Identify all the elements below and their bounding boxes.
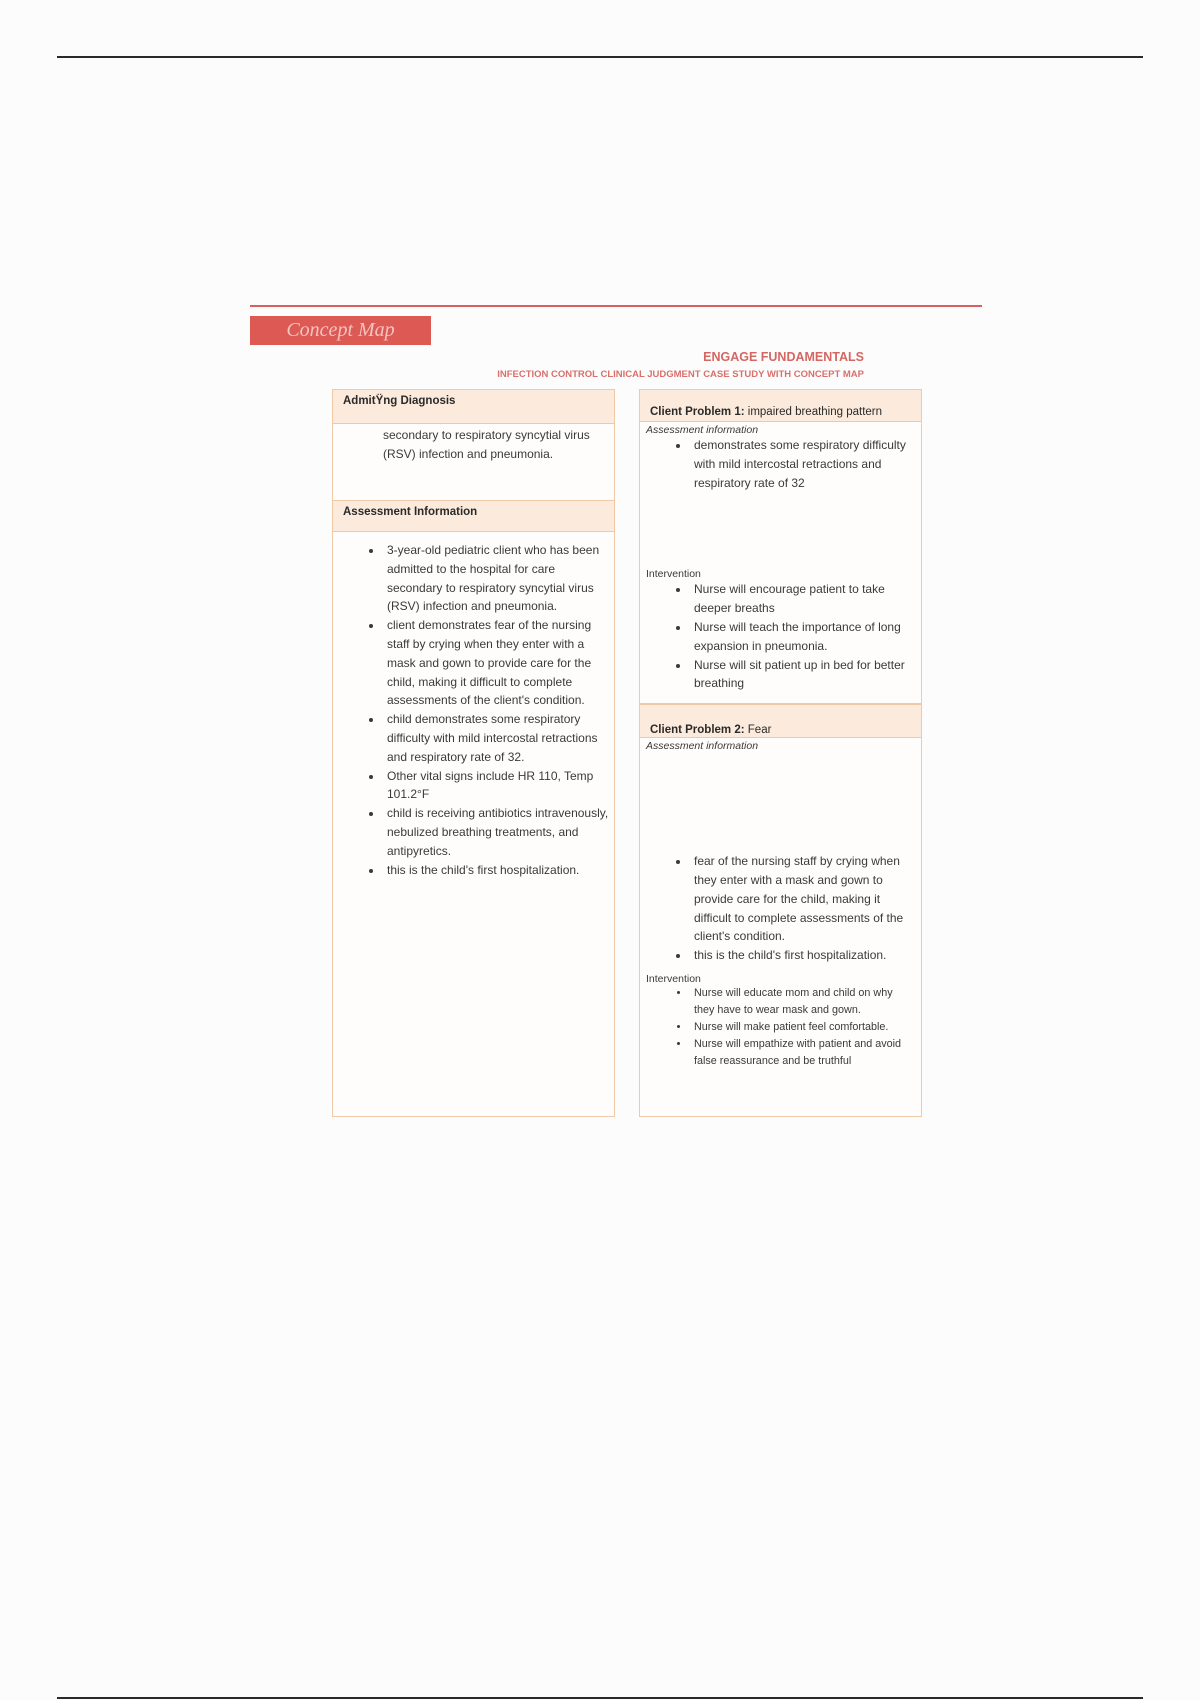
list-item: • client demonstrates fear of the nursing staff by crying when they enter with a mask and gown to provide care for the child, making it difficult to complete assessments of the client's condition. — [383, 616, 610, 710]
list-item: • fear of the nursing staff by crying when they enter with a mask and gown to provide care for the child, making it difficult to complete assessments of the client's condition. — [690, 852, 917, 946]
problem-1-intervention-list — [640, 580, 921, 693]
problem-1-assessment-label: Assessment information — [646, 424, 759, 436]
concept-map-banner: Concept Map — [250, 316, 431, 345]
problem-1-assessment-list — [640, 436, 921, 492]
problem-2-intervention-label: Intervention — [646, 972, 701, 985]
list-item: • child demonstrates some respiratory difficulty with mild intercostal retractions and respiratory rate of 32. — [383, 710, 610, 766]
right-column — [639, 389, 922, 1117]
list-item: • child is receiving antibiotics intravenously, nebulized breathing treatments, and antipyretics. — [383, 804, 610, 860]
list-item: • 3-year-old pediatric client who has been admitted to the hospital for care secondary to respiratory syncytial virus (RSV) infection and pneumonia. — [383, 541, 610, 616]
list-item: • Other vital signs include HR 110, Temp 101.2°F — [383, 767, 610, 805]
problem-2-intervention-list — [640, 985, 921, 1070]
assessment-information-header: Assessment Information — [333, 500, 614, 532]
list-item: • Nurse will educate mom and child on why they have to wear mask and gown. — [690, 985, 915, 1019]
list-item: • Nurse will empathize with patient and avoid false reassurance and be truthful — [690, 1036, 915, 1070]
top-rule — [57, 56, 1143, 58]
left-column — [332, 389, 615, 1117]
list-item: • Nurse will encourage patient to take deeper breaths — [690, 580, 915, 618]
list-item: • Nurse will make patient feel comfortable. — [690, 1019, 915, 1036]
client-problem-1-name: impaired breathing pattern — [747, 406, 883, 418]
bottom-rule — [57, 1697, 1143, 1699]
document-subtitle: INFECTION CONTROL CLINICAL JUDGMENT CASE STUDY WITH CONCEPT MAP — [497, 369, 864, 380]
problem-1-intervention-label: Intervention — [646, 568, 701, 581]
admitting-diagnosis-text: secondary to respiratory syncytial virus (RSV) infection and pneumonia. — [383, 428, 590, 461]
admitting-diagnosis-header: AdmitŸng Diagnosis — [333, 390, 614, 424]
assessment-list — [333, 541, 614, 879]
client-problem-2-name: Fear — [747, 724, 772, 737]
header-red-line — [250, 305, 982, 307]
client-problem-1-header — [640, 390, 921, 422]
client-problem-1-label: Client Problem 1: — [650, 406, 745, 418]
list-item: • this is the child's first hospitalization. — [383, 861, 610, 880]
problem-2-assessment-list — [640, 852, 921, 965]
client-problem-2-label: Client Problem 2: — [650, 724, 745, 737]
list-item: • demonstrates some respiratory difficulty with mild intercostal retractions and respiratory rate of 32 — [690, 436, 915, 492]
client-problem-2-header — [640, 703, 921, 738]
problem-2-assessment-label: Assessment information — [646, 740, 759, 753]
list-item: • Nurse will teach the importance of long expansion in pneumonia. — [690, 618, 915, 656]
document-title: ENGAGE FUNDAMENTALS — [703, 350, 864, 364]
list-item: • this is the child's first hospitalization. — [690, 946, 917, 965]
list-item: • Nurse will sit patient up in bed for better breathing — [690, 656, 915, 694]
